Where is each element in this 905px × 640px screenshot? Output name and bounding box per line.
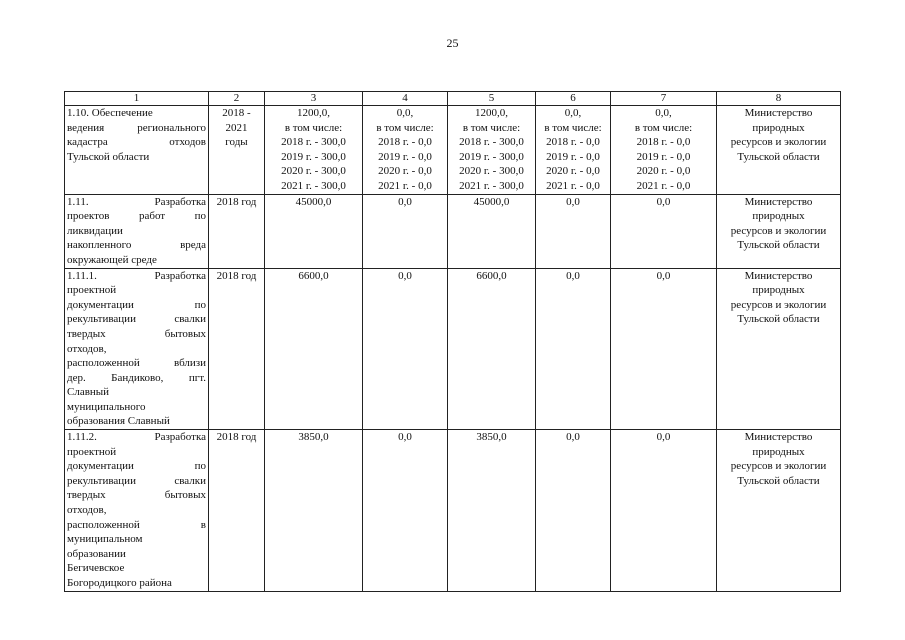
cell-line: 0,0 [656, 269, 671, 282]
period-cell [209, 430, 265, 592]
cell-line: проектной [67, 284, 117, 297]
cell-line: муниципального [67, 400, 146, 413]
cell-line: 1.10. Обеспечение [67, 107, 153, 119]
responsible-cell [717, 194, 841, 268]
value-cell-3 [265, 430, 363, 592]
cell-line: 2021 г. - 0,0 [546, 179, 600, 192]
cell-line: Тульской области [67, 150, 150, 163]
value-cell-7 [611, 106, 717, 195]
value-cell-4 [363, 430, 448, 592]
table-row [65, 268, 841, 430]
cell-line: 3850,0 [476, 431, 507, 444]
responsible-cell [717, 268, 841, 430]
cell-line: расположенной вблизи [67, 357, 206, 370]
cell-line: 0,0, [655, 107, 672, 119]
value-cell-4 [363, 106, 448, 195]
cell-line: Богородицкого района [67, 577, 172, 589]
cell-line: накопленного вреда [67, 239, 206, 252]
column-header-8: 8 [717, 92, 841, 106]
column-header-2: 2 [209, 92, 265, 106]
cell-line: ведения регионального [67, 121, 206, 134]
value-cell-6 [536, 194, 611, 268]
cell-line: 0,0 [398, 269, 412, 282]
column-header-5: 5 [448, 92, 536, 106]
cell-line: отходов, [67, 342, 107, 355]
cell-line: Славный [67, 386, 110, 399]
cell-line: годы [225, 136, 248, 149]
period-cell [209, 268, 265, 430]
cell-line: расположенной в [67, 518, 206, 531]
value-cell-3 [265, 194, 363, 268]
responsible-cell [717, 106, 841, 195]
cell-line: документации по [67, 298, 206, 311]
cell-line: твердых бытовых [67, 489, 206, 502]
cell-line: 2018 - [222, 107, 251, 119]
cell-line: 0,0 [398, 431, 412, 444]
cell-line: в том числе: [544, 121, 602, 134]
cell-line: в том числе: [376, 121, 434, 134]
cell-line: 6600,0 [476, 269, 507, 282]
value-cell-5 [448, 194, 536, 268]
cell-line: 45000,0 [295, 195, 332, 208]
cell-line: 2021 [225, 121, 248, 134]
cell-line: проектной [67, 445, 117, 458]
cell-line: рекультивации свалки [67, 313, 206, 326]
cell-line: 1.11.1. Разработка [67, 269, 206, 282]
cell-line: 2019 г. - 0,0 [546, 150, 600, 163]
cell-line: 1200,0, [297, 107, 330, 119]
cell-line: 1200,0, [475, 107, 508, 119]
period-cell [209, 106, 265, 195]
cell-line: Тульской области [737, 474, 820, 487]
cell-line: 6600,0 [298, 269, 329, 282]
cell-line: в том числе: [462, 121, 521, 134]
cell-line: 0,0 [656, 431, 671, 444]
column-header-6: 6 [536, 92, 611, 106]
measure-name-cell [65, 268, 209, 430]
cell-line: 2018 г. - 0,0 [546, 136, 600, 149]
column-header-1: 1 [65, 92, 209, 106]
cell-line: 2020 г. - 300,0 [281, 165, 346, 178]
cell-line: документации по [67, 460, 206, 473]
page-number: 25 [446, 36, 459, 50]
cell-line: кадастра отходов [67, 136, 206, 149]
cell-line: образования Славный [67, 415, 170, 428]
cell-line: муниципальном [67, 533, 143, 546]
cell-line: природных [752, 445, 805, 458]
cell-line: ресурсов и экологии [730, 298, 827, 311]
cell-line: 2021 г. - 0,0 [378, 179, 432, 192]
value-cell-5 [448, 106, 536, 195]
cell-line: 0,0 [398, 195, 412, 208]
cell-line: 2019 г. - 300,0 [459, 150, 524, 163]
cell-line: 2018 г. - 0,0 [378, 136, 432, 149]
period-cell [209, 194, 265, 268]
value-cell-5 [448, 430, 536, 592]
value-cell-7 [611, 268, 717, 430]
cell-line: 2020 г. - 0,0 [546, 165, 600, 178]
cell-line: 2021 г. - 300,0 [459, 179, 524, 192]
column-header-3: 3 [265, 92, 363, 106]
cell-line: 2018 год [216, 195, 257, 208]
cell-line: Тульской области [737, 150, 820, 163]
cell-line: 0,0 [566, 431, 580, 444]
cell-line: природных [752, 284, 805, 297]
measure-name-cell [65, 430, 209, 592]
value-cell-4 [363, 268, 448, 430]
value-cell-3 [265, 106, 363, 195]
responsible-cell [717, 430, 841, 592]
value-cell-7 [611, 194, 717, 268]
cell-line: 2019 г. - 300,0 [281, 150, 346, 163]
cell-line: Министерство [744, 107, 813, 119]
measure-name-cell [65, 106, 209, 195]
cell-line: природных [752, 210, 805, 223]
cell-line: дер. Бандиково, пгт. [67, 371, 206, 384]
value-cell-6 [536, 106, 611, 195]
value-cell-7 [611, 430, 717, 592]
cell-line: 0,0 [656, 195, 671, 208]
cell-line: Тульской области [737, 313, 820, 326]
cell-line: Министерство [744, 195, 813, 208]
column-header-4: 4 [363, 92, 448, 106]
cell-line: 0,0 [566, 269, 580, 282]
cell-line: образовании [67, 547, 126, 560]
table-row [65, 194, 841, 268]
measures-table [64, 91, 841, 592]
cell-line: в том числе: [284, 121, 343, 134]
cell-line: Бегичевское [67, 562, 125, 575]
cell-line: 1.11.2. Разработка [67, 431, 206, 444]
cell-line: 0,0 [566, 195, 580, 208]
cell-line: 45000,0 [473, 195, 510, 208]
value-cell-5 [448, 268, 536, 430]
cell-line: 2018 г. - 300,0 [281, 136, 346, 149]
cell-line: 3850,0 [298, 431, 329, 444]
cell-line: 0,0, [564, 107, 582, 119]
cell-line: окружающей среде [67, 253, 157, 266]
cell-line: 2020 г. - 0,0 [378, 165, 432, 178]
measure-name-cell [65, 194, 209, 268]
cell-line: 2019 г. - 0,0 [636, 150, 691, 163]
cell-line: твердых бытовых [67, 327, 206, 340]
cell-line: 2018 год [216, 431, 257, 444]
cell-line: ресурсов и экологии [730, 224, 827, 237]
cell-line: проектов работ по [67, 210, 206, 223]
cell-line: ресурсов и экологии [730, 460, 827, 473]
cell-line: 2020 г. - 300,0 [459, 165, 524, 178]
cell-line: 2020 г. - 0,0 [636, 165, 691, 178]
value-cell-4 [363, 194, 448, 268]
cell-line: в том числе: [634, 121, 693, 134]
table-row [65, 106, 841, 195]
cell-line: природных [752, 121, 805, 134]
cell-line: 2021 г. - 300,0 [281, 179, 346, 192]
column-header-7: 7 [611, 92, 717, 106]
cell-line: Тульской области [737, 239, 820, 252]
cell-line: 2019 г. - 0,0 [378, 150, 432, 163]
cell-line: 2018 г. - 0,0 [636, 136, 691, 149]
value-cell-6 [536, 430, 611, 592]
cell-line: 2018 г. - 300,0 [459, 136, 524, 149]
cell-line: рекультивации свалки [67, 474, 206, 487]
cell-line: Министерство [744, 269, 813, 282]
cell-line: Министерство [744, 431, 813, 444]
header-row [65, 92, 841, 106]
cell-line: 2018 год [216, 269, 257, 282]
cell-line: 2021 г. - 0,0 [636, 179, 691, 192]
value-cell-3 [265, 268, 363, 430]
value-cell-6 [536, 268, 611, 430]
cell-line: ликвидации [67, 224, 123, 237]
table-row [65, 430, 841, 592]
cell-line: ресурсов и экологии [730, 136, 827, 149]
cell-line: 0,0, [396, 107, 414, 119]
cell-line: 1.11. Разработка [67, 195, 206, 208]
cell-line: отходов, [67, 504, 107, 517]
